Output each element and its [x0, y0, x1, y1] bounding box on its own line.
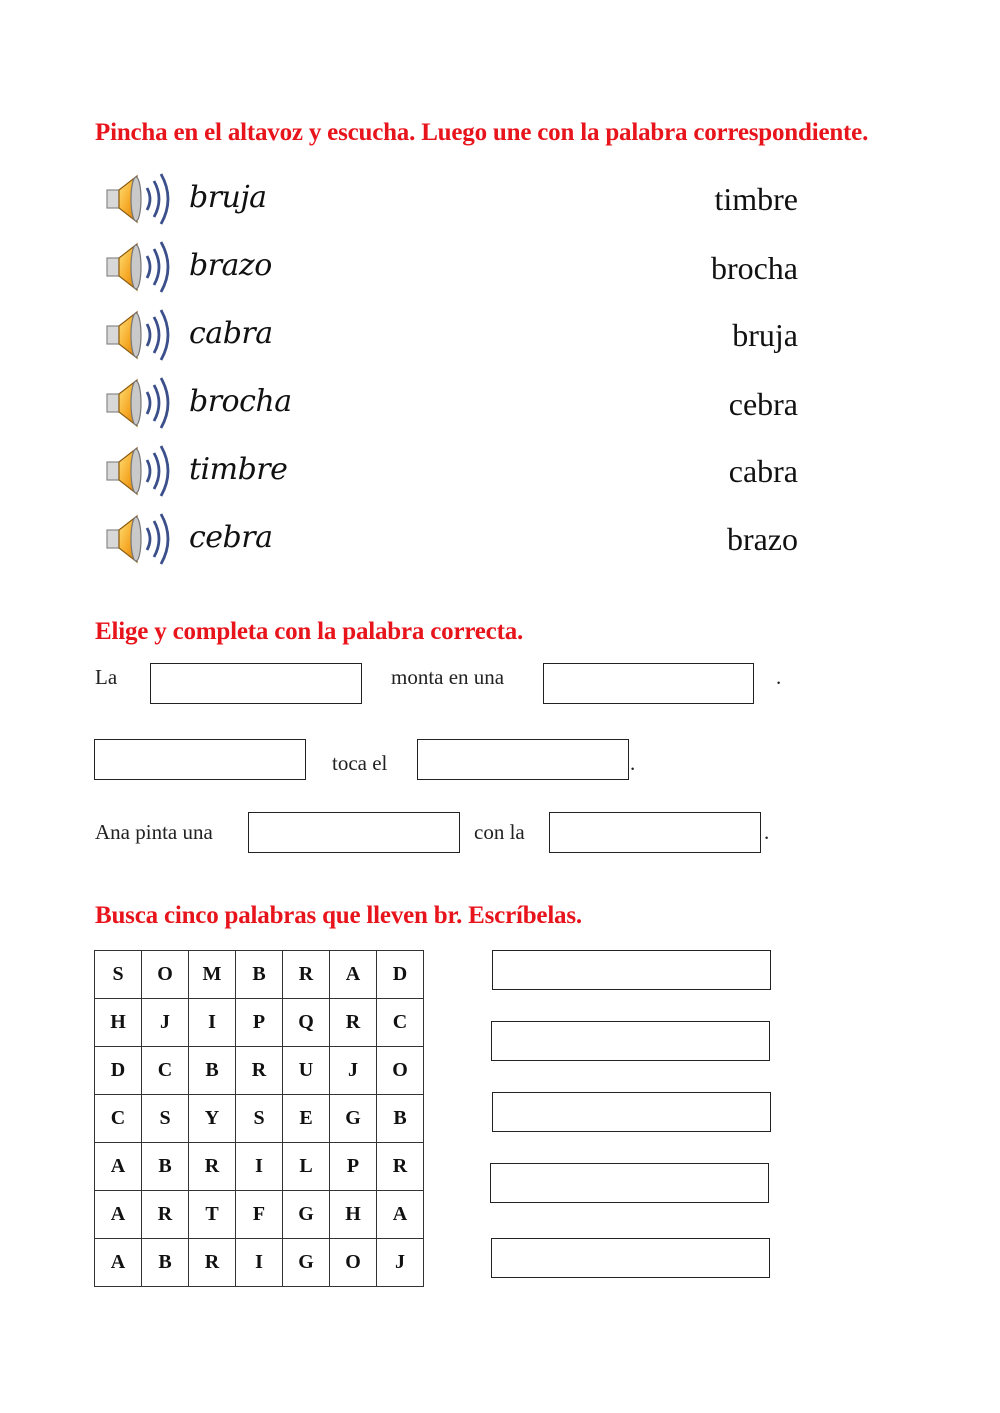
- grid-cell[interactable]: A: [95, 1143, 142, 1191]
- grid-cell[interactable]: O: [142, 951, 189, 999]
- grid-cell[interactable]: B: [142, 1239, 189, 1287]
- grid-cell[interactable]: R: [330, 999, 377, 1047]
- grid-row: [95, 1191, 424, 1239]
- grid-cell[interactable]: C: [95, 1095, 142, 1143]
- grid-cell[interactable]: J: [377, 1239, 424, 1287]
- grid-cell[interactable]: A: [377, 1191, 424, 1239]
- grid-row: [95, 1047, 424, 1095]
- grid-cell[interactable]: Q: [283, 999, 330, 1047]
- answer-box-2[interactable]: [491, 1021, 770, 1061]
- sentence2-middle: toca el: [332, 751, 388, 775]
- target-word-2[interactable]: brocha: [710, 250, 798, 286]
- section3-heading: Busca cinco palabras que lleven br. Escríbelas.: [95, 902, 582, 929]
- target-word-1[interactable]: timbre: [714, 181, 798, 217]
- grid-cell[interactable]: J: [330, 1047, 377, 1095]
- grid-row: [95, 951, 424, 999]
- grid-cell[interactable]: F: [236, 1191, 283, 1239]
- grid-cell[interactable]: G: [283, 1239, 330, 1287]
- target-word-3[interactable]: bruja: [732, 317, 798, 353]
- answer-box-1[interactable]: [492, 950, 771, 990]
- sentence1-end: .: [776, 665, 782, 689]
- grid-row: [95, 999, 424, 1047]
- grid-cell[interactable]: R: [189, 1143, 236, 1191]
- grid-cell[interactable]: M: [189, 951, 236, 999]
- grid-cell[interactable]: S: [95, 951, 142, 999]
- sentence3-start: Ana pinta una: [95, 820, 213, 844]
- grid-cell[interactable]: R: [377, 1143, 424, 1191]
- grid-cell[interactable]: I: [236, 1239, 283, 1287]
- grid-cell[interactable]: C: [142, 1047, 189, 1095]
- grid-cell[interactable]: D: [95, 1047, 142, 1095]
- answer-box-3[interactable]: [492, 1092, 771, 1132]
- grid-cell[interactable]: S: [236, 1095, 283, 1143]
- grid-cell[interactable]: B: [189, 1047, 236, 1095]
- speaker-icon[interactable]: [103, 372, 175, 434]
- grid-cell[interactable]: R: [236, 1047, 283, 1095]
- grid-cell[interactable]: I: [189, 999, 236, 1047]
- grid-cell[interactable]: O: [330, 1239, 377, 1287]
- grid-cell[interactable]: L: [283, 1143, 330, 1191]
- word-search-grid: [94, 950, 424, 1287]
- sentence3-middle: con la: [474, 820, 525, 844]
- grid-cell[interactable]: Y: [189, 1095, 236, 1143]
- grid-cell[interactable]: P: [330, 1143, 377, 1191]
- speaker-word-1: bruja: [189, 180, 267, 215]
- grid-cell[interactable]: U: [283, 1047, 330, 1095]
- sentence3-end: .: [764, 820, 770, 844]
- grid-cell[interactable]: O: [377, 1047, 424, 1095]
- grid-cell[interactable]: G: [283, 1191, 330, 1239]
- grid-cell[interactable]: J: [142, 999, 189, 1047]
- sentence1-middle: monta en una: [391, 665, 505, 689]
- sentence3-blank2[interactable]: [549, 812, 761, 853]
- speaker-word-4: brocha: [189, 384, 292, 419]
- answer-box-5[interactable]: [491, 1238, 770, 1278]
- target-word-6[interactable]: brazo: [726, 521, 798, 557]
- sentence2-blank2[interactable]: [417, 739, 629, 780]
- grid-cell[interactable]: A: [330, 951, 377, 999]
- section1-heading: Pincha en el altavoz y escucha. Luego une con la palabra correspondiente.: [95, 119, 869, 146]
- speaker-icon[interactable]: [103, 508, 175, 570]
- speaker-icon[interactable]: [103, 236, 175, 298]
- speaker-word-6: cebra: [189, 520, 273, 555]
- target-word-4[interactable]: cebra: [728, 386, 798, 422]
- grid-cell[interactable]: I: [236, 1143, 283, 1191]
- grid-cell[interactable]: C: [377, 999, 424, 1047]
- grid-cell[interactable]: A: [95, 1239, 142, 1287]
- grid-cell[interactable]: H: [95, 999, 142, 1047]
- answer-box-4[interactable]: [490, 1163, 769, 1203]
- sentence2-blank1[interactable]: [94, 739, 306, 780]
- target-word-5[interactable]: cabra: [728, 453, 798, 489]
- grid-row: [95, 1143, 424, 1191]
- grid-cell[interactable]: D: [377, 951, 424, 999]
- grid-cell[interactable]: H: [330, 1191, 377, 1239]
- sentence1-blank1[interactable]: [150, 663, 362, 704]
- speaker-icon[interactable]: [103, 168, 175, 230]
- section2-heading: Elige y completa con la palabra correcta.: [95, 618, 524, 645]
- sentence1-start: La: [95, 665, 118, 689]
- grid-row: [95, 1095, 424, 1143]
- grid-cell[interactable]: R: [189, 1239, 236, 1287]
- grid-cell[interactable]: T: [189, 1191, 236, 1239]
- sentence2-end: .: [630, 751, 636, 775]
- grid-cell[interactable]: B: [377, 1095, 424, 1143]
- grid-cell[interactable]: G: [330, 1095, 377, 1143]
- grid-cell[interactable]: E: [283, 1095, 330, 1143]
- grid-cell[interactable]: P: [236, 999, 283, 1047]
- speaker-word-3: cabra: [189, 316, 273, 351]
- speaker-icon[interactable]: [103, 304, 175, 366]
- grid-cell[interactable]: R: [283, 951, 330, 999]
- grid-cell[interactable]: R: [142, 1191, 189, 1239]
- speaker-word-5: timbre: [189, 452, 288, 487]
- sentence1-blank2[interactable]: [543, 663, 754, 704]
- speaker-icon[interactable]: [103, 440, 175, 502]
- speaker-word-2: brazo: [189, 248, 272, 283]
- sentence3-blank1[interactable]: [248, 812, 460, 853]
- grid-row: [95, 1239, 424, 1287]
- grid-cell[interactable]: A: [95, 1191, 142, 1239]
- grid-cell[interactable]: B: [236, 951, 283, 999]
- grid-cell[interactable]: B: [142, 1143, 189, 1191]
- grid-cell[interactable]: S: [142, 1095, 189, 1143]
